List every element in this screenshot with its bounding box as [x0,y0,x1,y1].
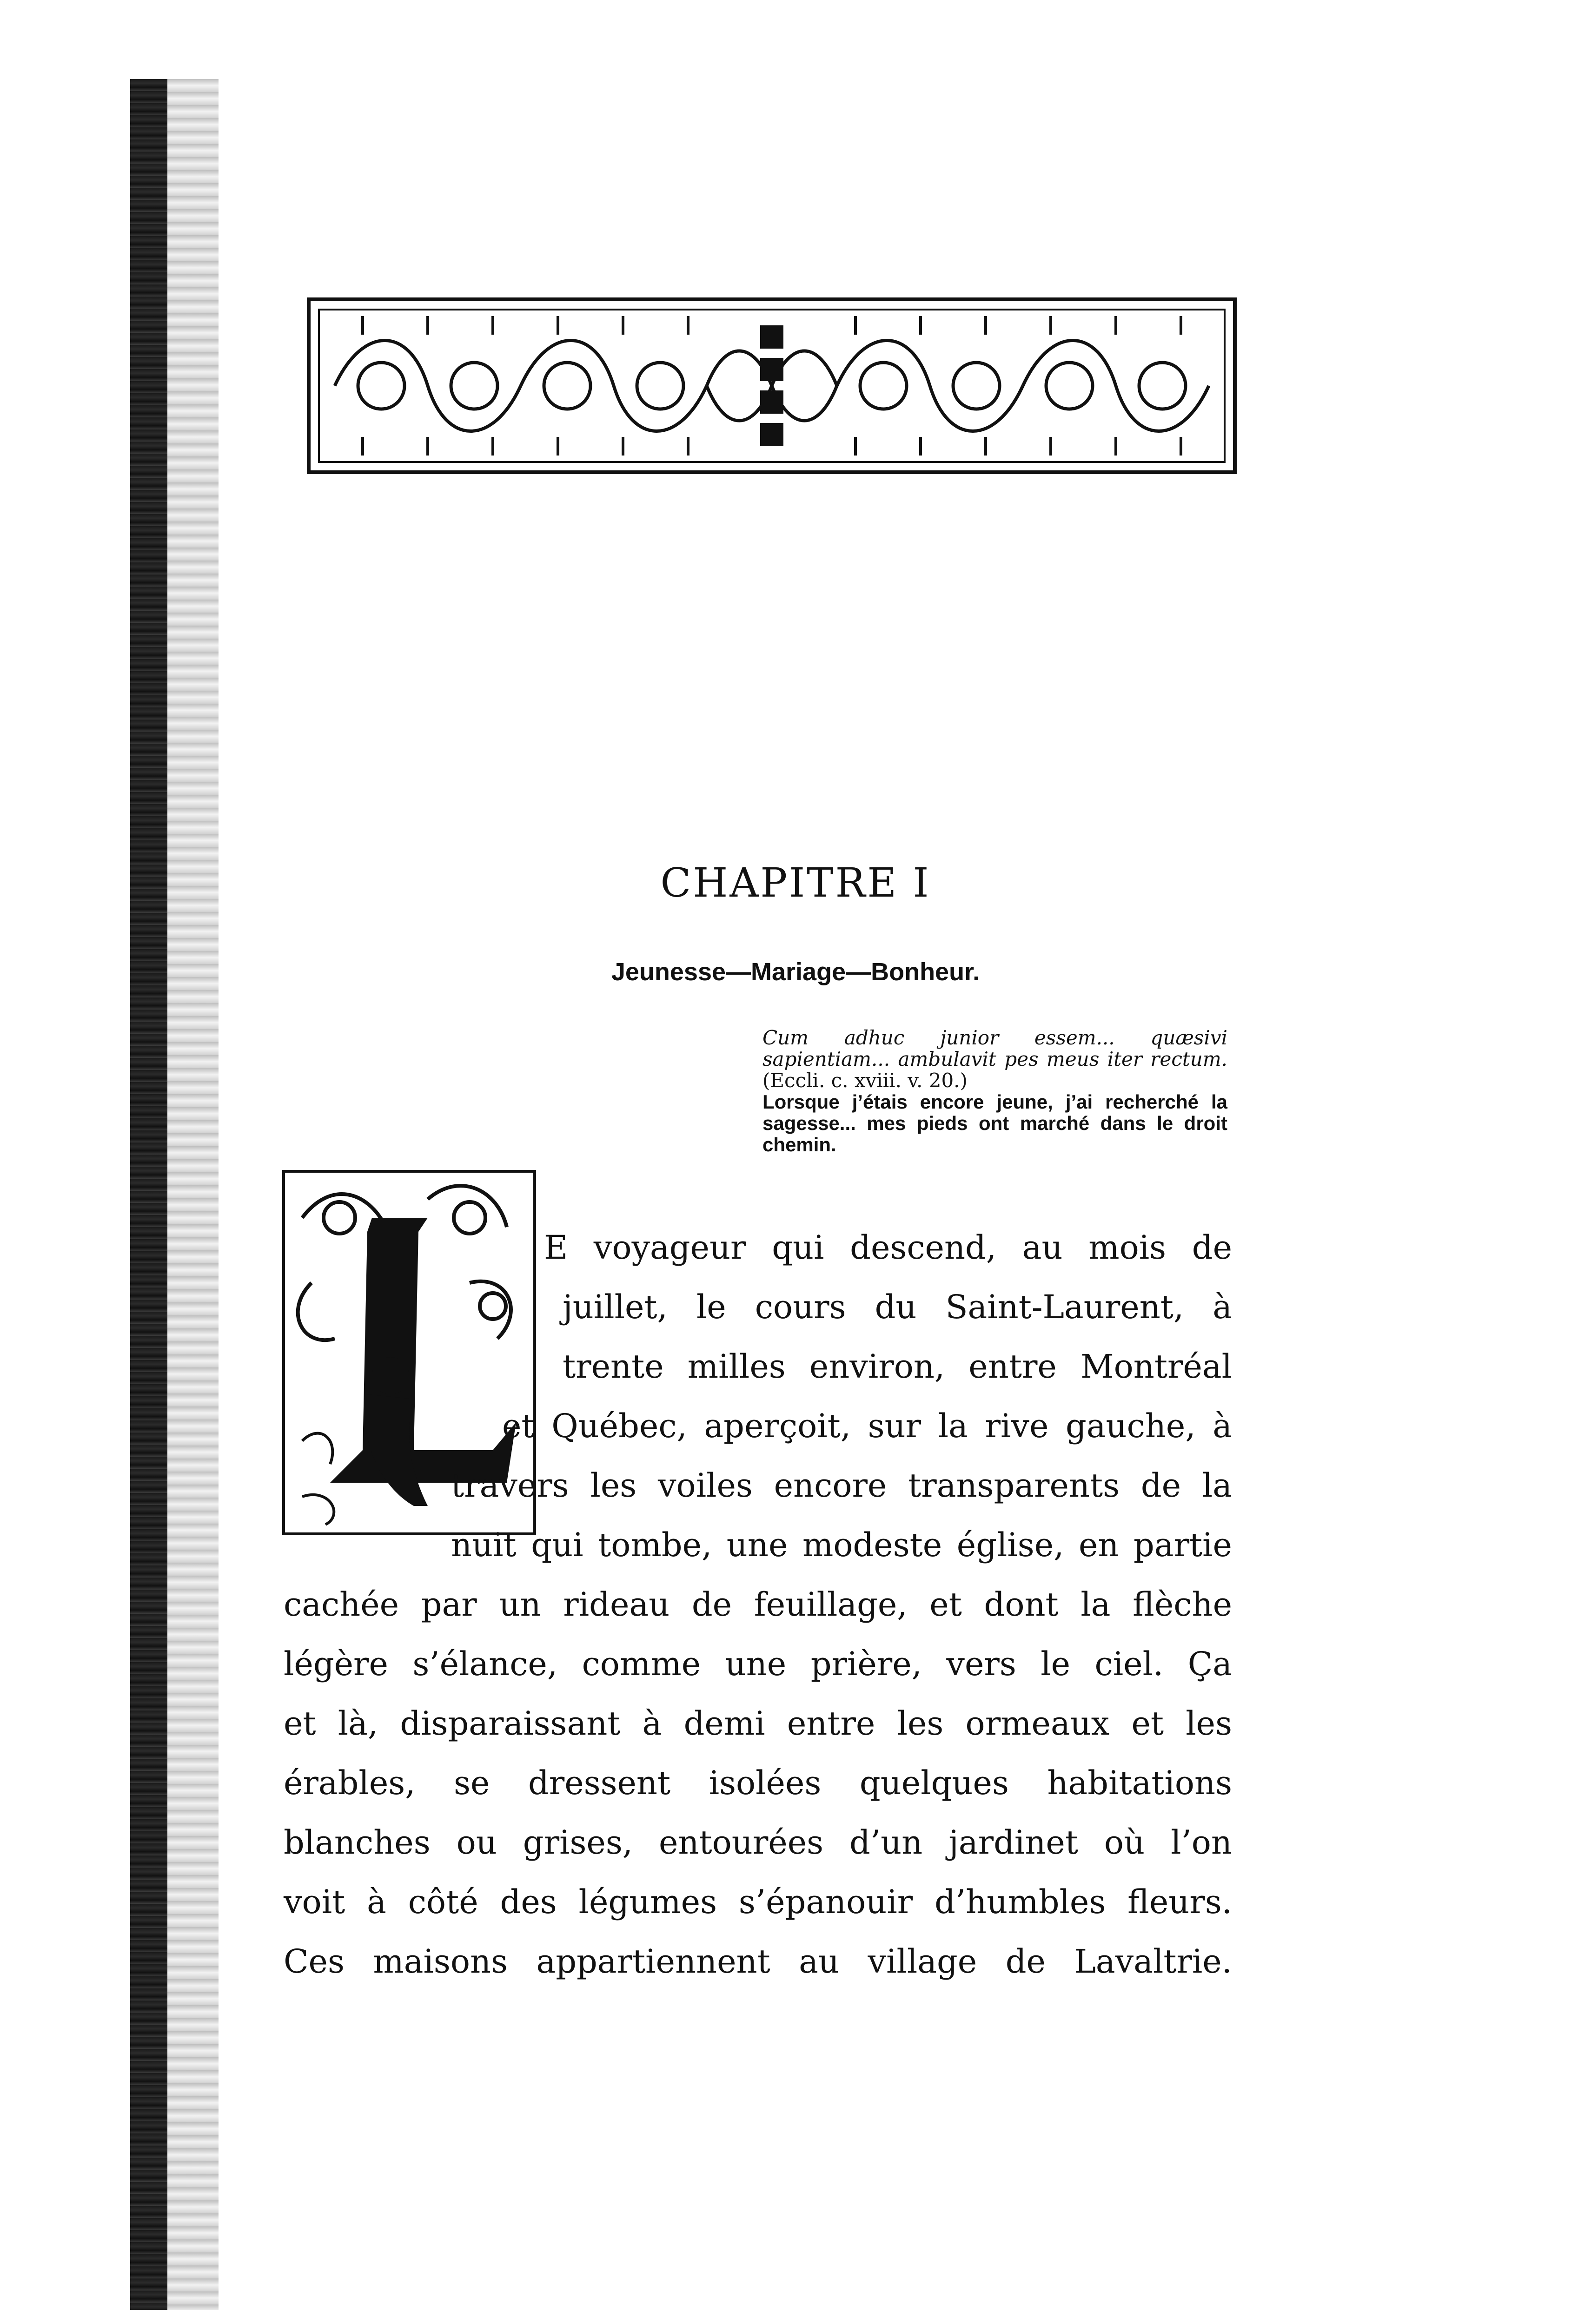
epigraph [762,1027,1227,1155]
binding-shadow [167,79,219,2310]
body-line: et là, disparaissant à demi entre les ormeaux et les [284,1704,1232,1743]
body-line: blanches ou grises, entourées d’un jardinet où l’on [284,1823,1232,1862]
body-line: Ces maisons appartiennent au village de Lavaltrie. [284,1942,1232,1981]
epigraph-citation: (Eccli. c. xviii. v. 20.) [762,1069,968,1092]
body-line: trente milles environ, entre Montréal [563,1347,1232,1386]
body-line: travers les voiles encore transparents de la [451,1466,1232,1505]
body-line: légère s’élance, comme une prière, vers le ciel. Ça [284,1645,1232,1683]
decorative-header-band-icon [307,297,1237,474]
body-paragraph [284,1218,1232,1991]
body-line: érables, se dressent isolées quelques habitations [284,1764,1232,1802]
body-line: et Québec, aperçoit, sur la rive gauche, à [502,1407,1232,1445]
chapter-subtitle: Jeunesse—Mariage—Bonheur. [611,958,980,986]
body-line: voit à côté des légumes s’épanouir d’humbles fleurs. [284,1883,1232,1921]
body-line: juillet, le cours du Saint-Laurent, à [563,1288,1232,1326]
body-line: cachée par un rideau de feuillage, et dont la flèche [284,1585,1232,1624]
body-line: nuit qui tombe, une modeste église, en partie [451,1526,1232,1564]
chapter-title: CHAPITRE I [660,860,931,906]
epigraph-latin: Cum adhuc junior essem... quæsivi sapientiam... ambulavit pes meus iter rectum. [762,1026,1227,1070]
binding-edge [130,79,167,2310]
epigraph-french: Lorsque j’étais encore jeune, j’ai recherché la sagesse... mes pieds ont marché dans le droit chemin. [762,1091,1227,1155]
body-line: E voyageur qui descend, au mois de [544,1228,1232,1267]
